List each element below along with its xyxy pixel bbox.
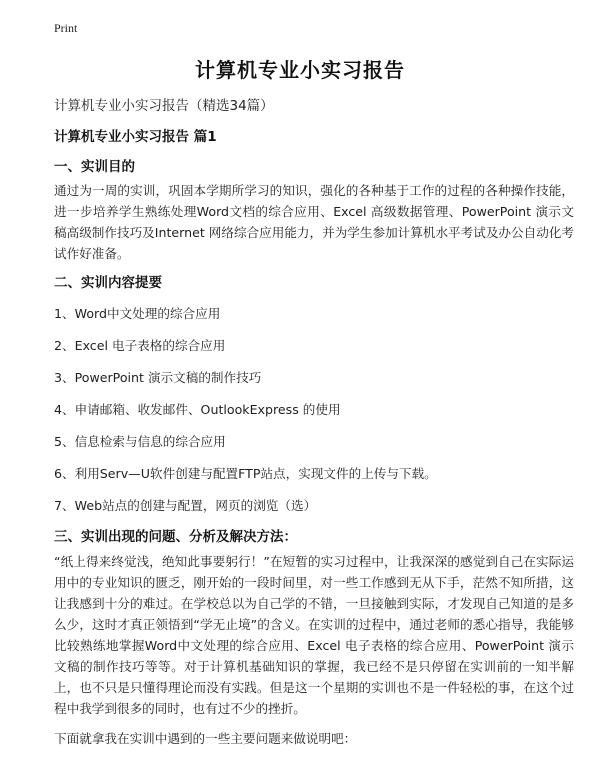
section-heading-problems: 三、实训出现的问题、分析及解决方法：	[54, 529, 297, 545]
print-label[interactable]: Print	[54, 21, 78, 35]
section-heading-objectives: 一、实训目的	[54, 159, 135, 175]
section-heading-content: 二、实训内容提要	[54, 275, 162, 291]
objectives-paragraph: 通过为一周的实训，巩固本学期所学习的知识，强化的各种基于工作的过程的各种操作技能，进一步培养学生熟练处理Word文档的综合应用、Excel 高级数据管理、PowerPoint 演示文稿高级制作技巧及Internet 网络综合应用能力，并为学生参加计算机水平考试及办公自动化考试作好准备。	[54, 183, 574, 261]
content-list-item: 4、申请邮箱、收发邮件、OutlookExpress 的使用	[54, 402, 341, 417]
content-list-item: 7、Web站点的创建与配置，网页的浏览（选）	[54, 498, 317, 513]
content-list-item: 2、Excel 电子表格的综合应用	[54, 338, 226, 353]
document-subtitle: 计算机专业小实习报告（精选34篇）	[54, 98, 274, 114]
content-list-item: 1、Word中文处理的综合应用	[54, 306, 221, 321]
content-list-item: 6、利用Serv—U软件创建与配置FTP站点，实现文件的上传与下载。	[54, 466, 437, 481]
document-title: 计算机专业小实习报告	[195, 58, 405, 82]
part-title: 计算机专业小实习报告 篇1	[54, 129, 217, 145]
content-list-item: 3、PowerPoint 演示文稿的制作技巧	[54, 370, 262, 385]
problems-closing: 下面就拿我在实训中遇到的一些主要问题来做说明吧：	[54, 731, 357, 746]
problems-paragraph: “纸上得来终觉浅，绝知此事要躬行！”在短暂的实习过程中，让我深深的感觉到自己在实际运用中的专业知识的匮乏，刚开始的一段时间里，对一些工作感到无从下手，茫然不知所措，这让我感到十分的难过。在学校总以为自己学的不错，一旦接触到实际，才发现自己知道的是多么少，这时才真正领悟到“学无止境”的含义。在实训的过程中，通过老师的悉心指导，我能够比较熟练地掌握Word中文处理的综合应用、Excel 电子表格的综合应用、PowerPoint 演示文稿的制作技巧等等。对于计算机基础知识的掌握，我已经不是只停留在实训前的一知半解上，也不只是只懂得理论而没有实践。但是这一个星期的实训也不是一件轻松的事，在这个过程中我学到很多的同时，也有过不少的挫折。	[54, 554, 574, 716]
content-list-item: 5、信息检索与信息的综合应用	[54, 434, 226, 449]
